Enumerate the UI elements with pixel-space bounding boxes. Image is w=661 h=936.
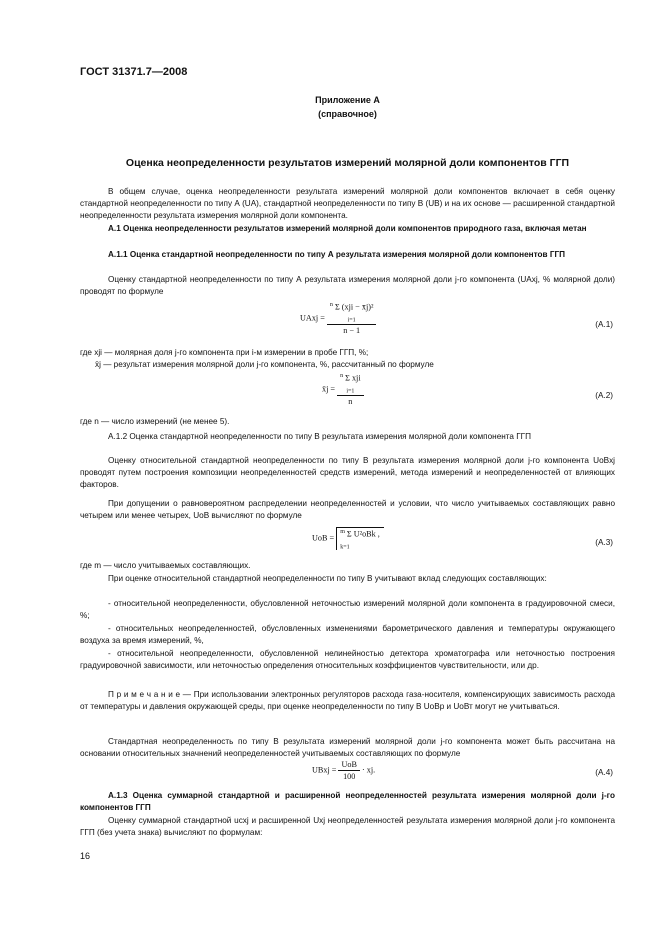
page-number: 16 [80,851,91,861]
list-item-bullet-2: - относительных неопределенностей, обусловленных изменениями барометрического давления и температуры окружающего воздуха за время измерений, %, [80,624,615,646]
page-title: Оценка неопределенности результатов измерений молярной доли компонентов ГГП [125,157,570,169]
list-item-bullet-3: - относительной неопределенности, обусловленной нелинейностью детектора хроматографа или неточностью построения градуировочной зависимости, или неточностью определения относительных коэффициентов чувствительности, или др. [80,649,615,671]
equation-a3 [312,527,384,550]
appendix-type: (справочное) [318,109,377,119]
eq4-lhs: UBxj = [312,765,337,775]
eq3-body: Σ U²оВk , [346,529,380,539]
eq4-denominator: 100 [343,772,356,781]
equation-a1 [300,302,376,335]
note-paragraph: П р и м е ч а н и е — При использовании электронных регуляторов расхода газа-носителя, компенсирующих зависимость расхода от температуры и давления окружающей среды, при оценке неопределенности по типу В UоВр и UоВт могут не учитываться. [80,690,615,712]
where-xji: где xji — молярная доля j-го компонента при i-м измерении в пробе ГГП, %; [80,348,369,357]
eq2-sum-top: n [340,373,344,379]
where-xj: x̄j — результат измерения молярной доли j-го компонента, %, рассчитанный по формуле [95,360,434,369]
where-m: где m — число учитываемых составляющих. [80,561,251,570]
section-a1-heading: А.1 Оценка неопределенности результатов измерений молярной доли компонентов природного газа, включая метан [108,224,587,233]
eq1-lhs: UAxj = [300,313,325,323]
eq4-rhs: · xj. [361,765,376,775]
eq2-denominator: n [348,397,353,407]
appendix-label: Приложение А [315,95,380,105]
eq1-numerator: Σ (xji − x̄j)² [334,302,374,312]
paragraph-a11: Оценку стандартной неопределенности по типу А результата измерения молярной доли j-го компонента (UAxj, % молярной доли) проводят по формуле [80,275,615,297]
list-item-bullet-1: - относительной неопределенности, обусловленной неточностью измерений молярной доли компонента в градуировочной смеси, %; [80,599,615,621]
eq2-numerator: Σ xji [345,373,361,383]
document-header: ГОСТ 31371.7—2008 [80,66,188,78]
equation-number-a4: (А.4) [595,768,613,777]
eq1-sum-bottom: i=1 [347,317,356,324]
equation-a4 [312,760,375,781]
appendix-heading [80,93,615,121]
equation-number-a3: (А.3) [595,538,613,547]
paragraph-a12-2: При допущении о равновероятном распределении неопределенностей и условии, что число учитываемых составляющих равно четырем или менее четырех, UоВ вычисляют по формуле [80,499,615,521]
paragraph-std-b: Стандартная неопределенность по типу В результата измерений молярной доли j-го компонента может быть рассчитана на основании относительных значнений неопределенностей учитываемых составляющих по формуле [80,737,615,759]
section-a12-heading: А.1.2 Оценка стандартной неопределенности по типу В результата измерения молярной доли компонента ГГП [108,432,532,441]
eq3-sum-bottom: k=1 [340,544,350,551]
eq4-numerator: UоВ [338,760,359,771]
eq1-sum-top: n [329,302,333,308]
equation-a2 [322,373,364,406]
eq3-sum-top: m [340,529,345,535]
equation-number-a2: (А.2) [595,391,613,400]
eq1-denominator: n − 1 [343,326,361,336]
section-a13-heading: А.1.3 Оценка суммарной стандартной и расширенной неопределенностей результата измерения молярной доли j-го компонентов ГГП [80,791,615,813]
intro-paragraph: В общем случае, оценка неопределенности результата измерений молярной доли компонентов включает в себя оценку стандартной неопределенности по типу А (UA), стандартной неопределенности по типу В (UB) и на их основе — расширенной стандартной неопределенности результата измерения молярной доли компонента. [80,187,615,221]
eq3-lhs: UоВ = [312,533,335,543]
where-n: где n — число измерений (не менее 5). [80,417,230,426]
paragraph-a12-1: Оценку относительной стандартной неопределенности по типу В результата измерения молярной доли j-го компонента UоBxj проводят путем построения композиции неопределенностей средств измерений, метода измерений и неопределенностей от влияющих факторов. [80,456,615,490]
eq2-lhs: x̄j = [322,384,336,394]
equation-number-a1: (А.1) [595,320,613,329]
section-a11-heading: А.1.1 Оценка стандартной неопределенности по типу А результата измерения молярной доли компонентов ГГП [108,250,565,259]
paragraph-contributions: При оценке относительной стандартной неопределенности по типу В учитывают вклад следующих составляющих: [108,574,547,583]
eq2-sum-bottom: i=1 [346,388,355,395]
paragraph-a13: Оценку суммарной стандартной ucxj и расширенной Uxj неопределенностей результата измерения молярной доли j-го компонента ГГП (без учета знака) вычисляют по формулам: [80,816,615,838]
